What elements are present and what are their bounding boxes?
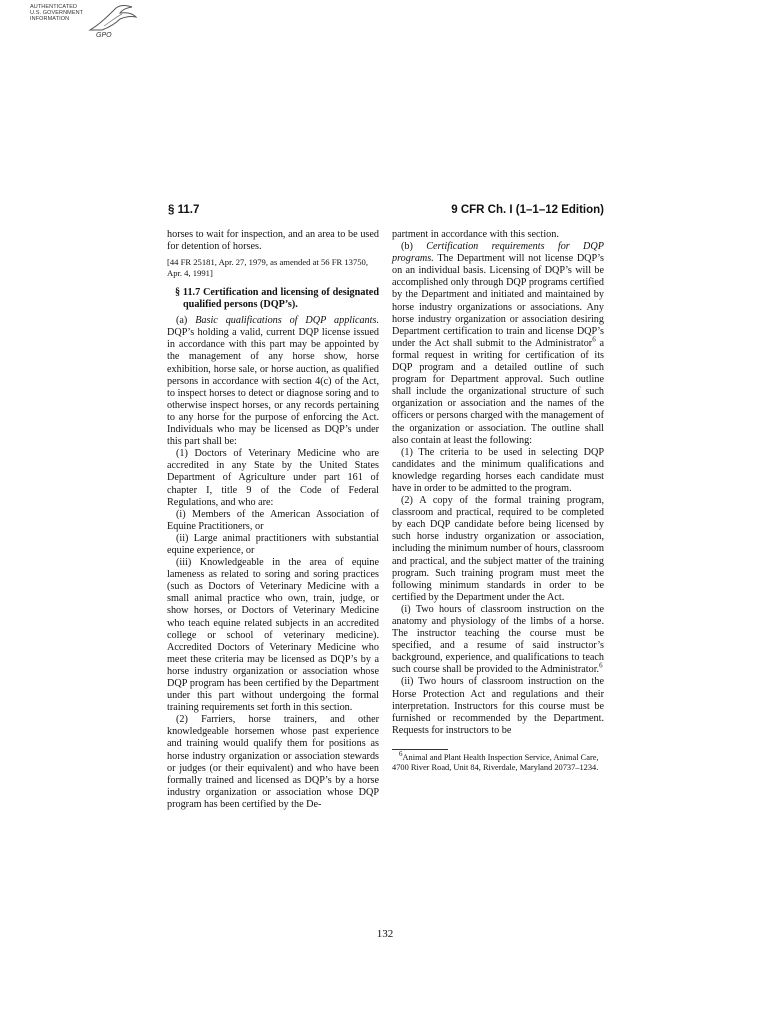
- item-1-ii: (ii) Large animal practitioners with substantial equine experience, or: [167, 532, 379, 556]
- logo-line-1: AUTHENTICATED: [30, 4, 78, 10]
- footnote-ref: 6: [592, 335, 596, 344]
- item-b2-ii: (ii) Two hours of classroom instruction on the Horse Protection Act and regulations and their interpretation. Instructors for this course must be furnished or recommended by the Department. Requests for instructors to be: [392, 676, 604, 736]
- eagle-icon: [86, 4, 138, 34]
- item-1: (1) Doctors of Veterinary Medicine who are accredited in any State by the United States Department of Agriculture under part 161 of chapter I, title 9 of the Code of Federal Regulations, and who are:: [167, 448, 379, 508]
- item-b2-i: [392, 604, 604, 677]
- paragraph-b: [392, 241, 604, 447]
- paragraph-a-text: DQP’s holding a valid, current DQP license issued in accordance with this part may be appointed by the management of any horse show, horse exhibition, horse sale, or horse auction, as qualified persons in accordance with section 4(c) of the Act, to inspect horses to detect or diagnose soring and to otherwise inspect horses, or any records pertaining to any horse for the purpose of enforcing the Act. Individuals who may be licensed as DQP’s under this part shall be:: [167, 327, 379, 448]
- paragraph-b-title: Certification requirements for DQP programs.: [392, 241, 604, 265]
- item-b1: (1) The criteria to be used in selecting DQP candidates and the minimum qualifications and knowledge regarding horses each candidate must have in order to be admitted to the program.: [392, 446, 604, 494]
- right-column: [392, 229, 604, 773]
- footnote-ref: 6: [599, 661, 603, 670]
- footnote-text: Animal and Plant Health Inspection Service, Animal Care, 4700 River Road, Unit 84, Riverdale, Maryland 20737–1234.: [392, 752, 599, 772]
- paragraph-a: [167, 315, 379, 448]
- paragraph-b-text-1: The Department will not license DQP’s on an individual basis. Licensing of DQP’s will be accomplished only through DQP programs certified by the Department and initiated and maintained by horse industry organizations or associations. Any horse industry organization or association desiring Department certification to train and license DQP’s under the Act shall submit to the Administrator: [392, 253, 604, 349]
- gpo-mark: GPO: [96, 32, 112, 39]
- gpo-authentication-logo: [30, 4, 142, 44]
- header-section: § 11.7: [168, 204, 200, 216]
- continuation-paragraph: partment in accordance with this section.: [392, 229, 559, 240]
- item-b2-i-text: (i) Two hours of classroom instruction on the anatomy and physiology of the limbs of a horse. The instructor teaching the course must be specified, and a resume of said instructor’s background, experience, and qualifications to teach such course shall be provided to the Administrator.: [392, 603, 604, 676]
- logo-line-3: INFORMATION: [30, 16, 70, 22]
- item-2: (2) Farriers, horse trainers, and other knowledgeable horsemen whose past experience and training would qualify them for positions as horse industry organization or association stewards or judges (or their equivalent) and who have been formally trained and licensed as DQP’s by a horse industry organization or association whose DQP program has been certified by the De-: [167, 714, 379, 810]
- paragraph-b-label: (b): [401, 241, 413, 253]
- paragraph-a-title: Basic qualifications of DQP applicants.: [195, 315, 379, 327]
- item-b2: (2) A copy of the formal training program, classroom and practical, required to be completed by each DQP candidate before being licensed by such horse industry organization or association, including the minimum number of hours, classroom and practical, and the subject matter of the training program. Such training program must meet the following minimum standards in order to be certified by the Department under the Act.: [392, 495, 604, 603]
- footnote: [392, 750, 604, 773]
- paragraph-a-label: (a): [176, 315, 188, 327]
- paragraph-b-text-2: a formal request in writing for certification of its DQP program and a detailed outline of such program for Department approval. Such outline shall include the organizational structure of such organization or association and the names of the officers or persons charged with the management of the organization or association. The outline shall also contain at least the following:: [392, 337, 604, 446]
- section-heading: § 11.7 Certification and licensing of designated qualified persons (DQP’s).: [175, 287, 379, 310]
- intro-paragraph: horses to wait for inspection, and an area to be used for detention of horses.: [167, 229, 379, 253]
- logo-line-2: U.S. GOVERNMENT: [30, 10, 84, 16]
- citation: [44 FR 25181, Apr. 27, 1979, as amended at 56 FR 13750, Apr. 4, 1991]: [167, 257, 368, 278]
- header-title: 9 CFR Ch. I (1–1–12 Edition): [451, 204, 604, 216]
- page-number: 132: [376, 928, 394, 940]
- footnote-mark: 6: [399, 750, 403, 759]
- item-1-i: (i) Members of the American Association of Equine Practitioners, or: [167, 508, 379, 532]
- left-column: [167, 229, 379, 811]
- item-1-iii: (iii) Knowledgeable in the area of equine lameness as related to soring and soring practices (such as Doctors of Veterinary Medicine with a small animal practice who own, train, judge, or show horses, or Doctors of Veterinary Medicine who teach equine related subjects in an accredited college or school of veterinary medicine). Accredited Doctors of Veterinary Medicine who meet these criteria may be licensed as DQP’s by a horse industry organization or association whose DQP program has been certified by the Department under this part without undergoing the formal training requirements set forth in this section.: [167, 557, 379, 714]
